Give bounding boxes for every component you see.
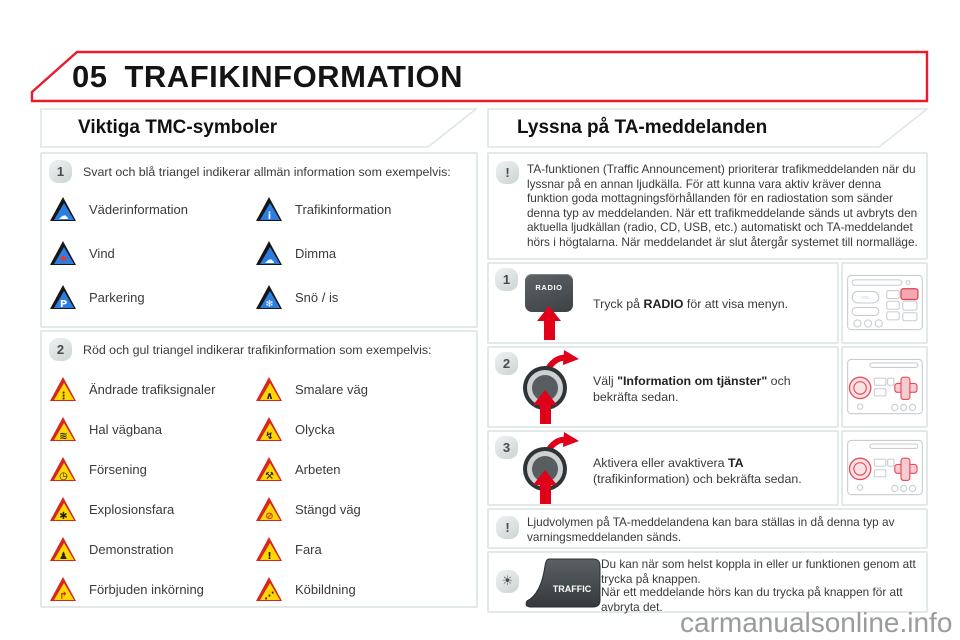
delay-icon: ◷ [50,457,77,482]
symbol-item [256,416,470,443]
accident-icon: ↯ [256,417,283,442]
symbol-item [50,416,256,443]
step-row-1 [487,262,839,344]
explosion-icon: ✱ [50,497,77,522]
tmc-traffic-symbols-box [40,330,478,608]
chapter-title-text: TRAFIKINFORMATION [124,59,464,94]
traffic-key-icon [521,556,603,612]
weather-icon: ☁ [50,197,77,222]
symbol-label: Smalare väg [295,382,368,397]
radio-knob-pad-icon [845,352,925,422]
radio-key-icon: RADIO [525,274,573,312]
svg-text:TRAFFIC: TRAFFIC [552,584,592,594]
chapter-number: 05 [72,59,108,94]
symbol-item [256,284,470,311]
symbol-item [50,284,256,311]
symbol-label: Trafikinformation [295,202,392,217]
step-3-radio-illustration [841,430,928,506]
step-1-text: Tryck på RADIO för att visa menyn. [593,297,789,311]
symbol-label: Dimma [295,246,337,261]
symbol-item [50,576,256,603]
demonstration-icon: ♟ [50,537,77,562]
watermark: carmanualsonline.info [680,607,953,638]
symbol-label: Fara [295,542,322,557]
traffic-note-text-2: När ett meddelande hörs kan du trycka på knappen för att avbryta det. [601,585,903,614]
symbol-item [50,496,256,523]
symbol-label: Parkering [89,290,145,305]
symbol-item [256,576,470,603]
step-2-text: Välj "Information om tjänster" och bekräfta sedan. [593,374,791,404]
symbol-item [256,496,470,523]
symbol-label: Ändrade trafiksignaler [89,382,216,397]
red-up-arrow-icon [533,390,557,424]
step-2-radio-illustration [841,346,928,428]
symbol-item [50,196,256,223]
radio-knob-pad-icon [845,434,925,502]
symbol-item [256,456,470,483]
step-row-2 [487,346,839,428]
symbol-label: Försening [89,462,147,477]
red-up-arrow-icon [537,306,561,340]
chapter-title [72,50,463,104]
step-1-number: 1 [495,268,518,291]
traffic-note-text-1: Du kan när som helst koppla in eller ur funktionen genom att trycka på knappen. [601,557,916,586]
closed-road-icon: ⊘ [256,497,283,522]
volume-note-text: Ljudvolymen på TA-meddelandena kan bara ställas in då denna typ av varningsmeddelanden sänds. [527,515,895,544]
symbol-label: Vind [89,246,115,261]
step-3-number: 3 [495,436,518,459]
radio-faceplate-icon [845,268,925,338]
symbol-label: Köbildning [295,582,356,597]
warning-icon: ! [496,161,519,184]
queue-icon: ⋰ [256,577,283,602]
traffic-note-box [487,551,928,613]
step-2-badge: 2 [49,338,72,361]
symbol-item [256,196,470,223]
svg-text:VOL: VOL [860,295,870,300]
ta-note-text: TA-funktionen (Traffic Announcement) prioriterar trafikmeddelanden när du lyssnar på en annan ljudkälla. För att kunna vara aktiv kräver denna funktion goda mottagningsförhållanden för en radiostation som sänder denna typ av meddelanden. När ett trafikmeddelande sänds ut avbryts den aktuella ljudkällan (radio, CD, USB, etc.) automatiskt och TA-meddelandet hörs i högtalarna. När meddelandet är slut återgår systemet till normalläge. [527,162,918,249]
symbol-item [50,456,256,483]
symbol-label: Förbjuden inkörning [89,582,204,597]
red-up-arrow-icon [533,470,557,504]
radio-key-assembly [519,272,579,344]
no-entry-icon: ↱ [50,577,77,602]
parking-icon: P [50,285,77,310]
traffic-info-icon: i [256,197,283,222]
danger-icon: ! [256,537,283,562]
step-3-text: Aktivera eller avaktivera TA (trafikinformation) och bekräfta sedan. [593,456,802,486]
fog-icon: ☁ [256,241,283,266]
symbol-item [50,240,256,267]
tmc-general-symbols-box [40,152,478,328]
right-section-title: Lyssna på TA-meddelanden [517,117,768,138]
left-section-title: Viktiga TMC-symboler [78,117,278,138]
symbol-item [50,536,256,563]
snow-icon: ❄ [256,285,283,310]
symbol-label: Stängd väg [295,502,361,517]
roadworks-icon: ⚒ [256,457,283,482]
symbol-item [50,376,256,403]
symbol-label: Olycka [295,422,335,437]
tip-bulb-icon: ☀ [496,570,519,593]
symbol-item [256,376,470,403]
narrow-road-icon: ∧ [256,377,283,402]
wind-icon: ⚑ [50,241,77,266]
step-1-badge: 1 [49,160,72,183]
symbol-item [256,240,470,267]
symbol-label: Explosionsfara [89,502,175,517]
section1-intro: Svart och blå triangel indikerar allmän information som exempelvis: [83,165,451,179]
slippery-road-icon: ≋ [50,417,77,442]
volume-note-box [487,508,928,549]
step-row-3 [487,430,839,506]
section2-symbol-grid [50,376,470,603]
symbol-item [256,536,470,563]
section2-intro: Röd och gul triangel indikerar trafikinformation som exempelvis: [83,343,432,357]
symbol-label: Demonstration [89,542,174,557]
symbol-label: Hal vägbana [89,422,162,437]
step-2-number: 2 [495,352,518,375]
knob-assembly [517,432,591,508]
symbol-label: Arbeten [295,462,341,477]
traffic-signals-icon: ⋮ [50,377,77,402]
symbol-label: Väderinformation [89,202,188,217]
knob-assembly [517,350,591,428]
symbol-label: Snö / is [295,290,339,305]
section1-symbol-grid [50,196,470,311]
step-1-radio-illustration [841,262,928,344]
ta-info-box [487,152,928,260]
warning-icon: ! [496,516,519,539]
